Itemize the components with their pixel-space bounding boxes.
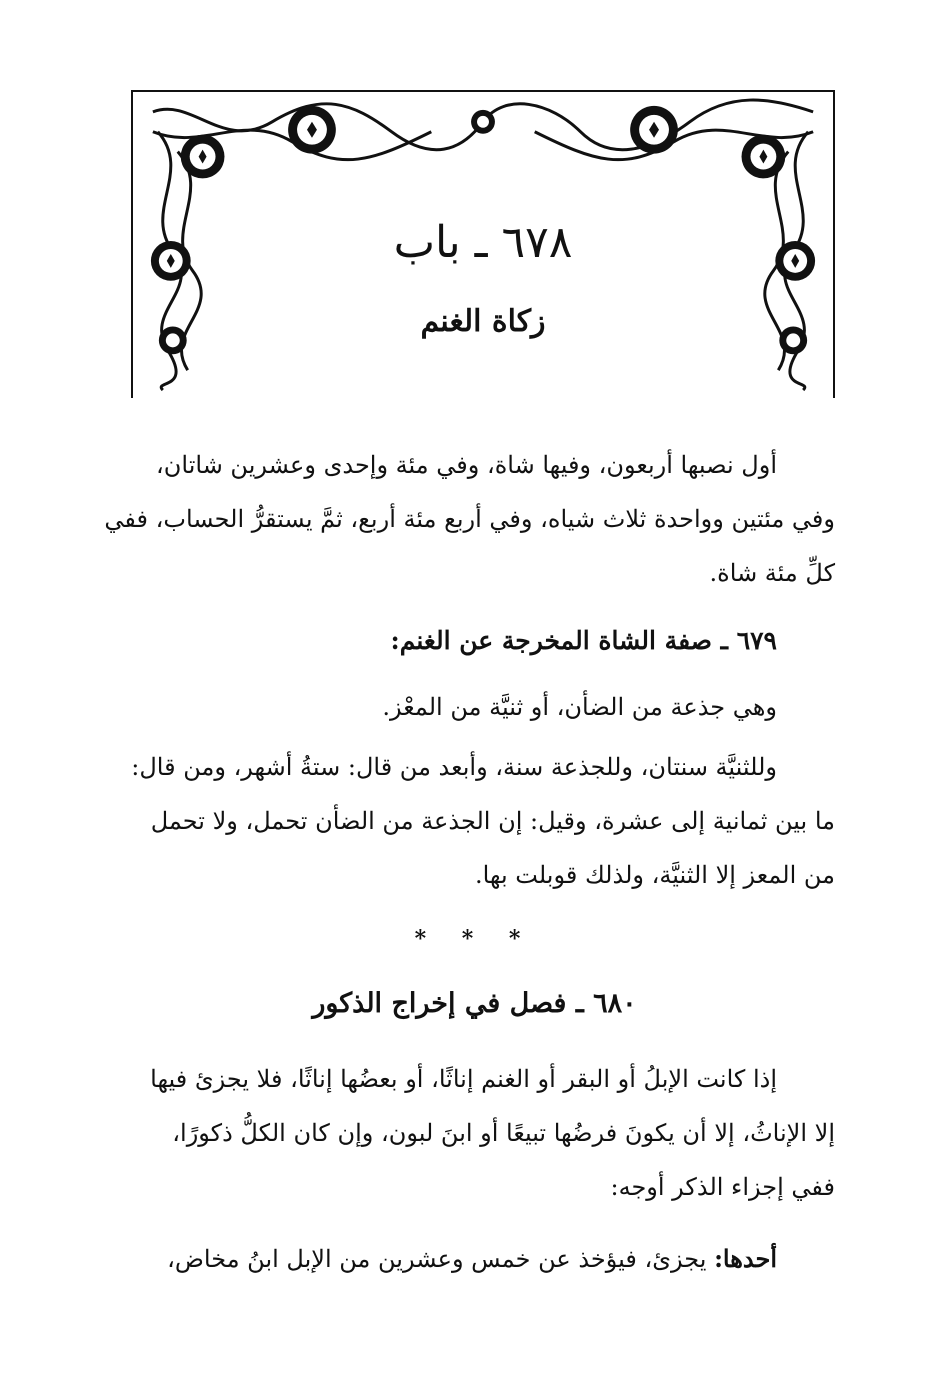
text-line: ففي إجزاء الذكر أوجه: bbox=[610, 1173, 835, 1201]
text-line: وهي جذعة من الضأن، أو ثنيَّة من المعْز. bbox=[382, 693, 777, 721]
text-line: وفي مئتين وواحدة ثلاث شياه، وفي أربع مئة أربع، ثمَّ يستقرُّ الحساب، ففي bbox=[104, 505, 835, 533]
paragraph-males bbox=[118, 1052, 835, 1214]
bold-lead: أحدها: bbox=[714, 1244, 777, 1273]
section-heading-679: ٦٧٩ ـ صفة الشاة المخرجة عن الغنم: bbox=[390, 626, 777, 655]
paragraph-nisab bbox=[104, 438, 835, 600]
text-line bbox=[118, 1232, 835, 1286]
text-line: إلا الإناثُ، إلا أن يكونَ فرضُها تبيعًا أو ابنَ لبون، وإن كان الكلُّ ذكورًا، bbox=[172, 1119, 835, 1147]
text-rest: يجزئ، فيؤخذ عن خمس وعشرين من الإبل ابنُ مخاض، bbox=[167, 1245, 715, 1273]
chapter-number: ٦٧٨ ـ باب bbox=[393, 217, 573, 268]
paragraph-ages bbox=[118, 740, 835, 902]
section-heading-680: ٦٨٠ ـ فصل في إخراج الذكور bbox=[312, 988, 637, 1019]
paragraph-description bbox=[118, 680, 835, 734]
text-line: إذا كانت الإبلُ أو البقر أو الغنم إناثًا، أو بعضُها إناثًا، فلا يجزئ فيها bbox=[150, 1065, 777, 1093]
chapter-title: زكاة الغنم bbox=[420, 304, 546, 339]
text-line: ما بين ثمانية إلى عشرة، وقيل: إن الجذعة من الضأن تحمل، ولا تحمل bbox=[150, 807, 835, 835]
text-line: وللثنيَّة سنتان، وللجذعة سنة، وأبعد من قال: ستةُ أشهر، ومن قال: bbox=[131, 753, 777, 781]
section-separator: * * * bbox=[414, 926, 535, 952]
text-line: من المعز إلا الثنيَّة، ولذلك قوبلت بها. bbox=[474, 861, 835, 889]
text-line: كلِّ مئة شاة. bbox=[709, 559, 835, 587]
text-line: أول نصبها أربعون، وفيها شاة، وفي مئة وإحدى وعشرين شاتان، bbox=[156, 451, 777, 479]
paragraph-first-view bbox=[118, 1232, 835, 1286]
ornamental-header-frame bbox=[131, 90, 835, 398]
